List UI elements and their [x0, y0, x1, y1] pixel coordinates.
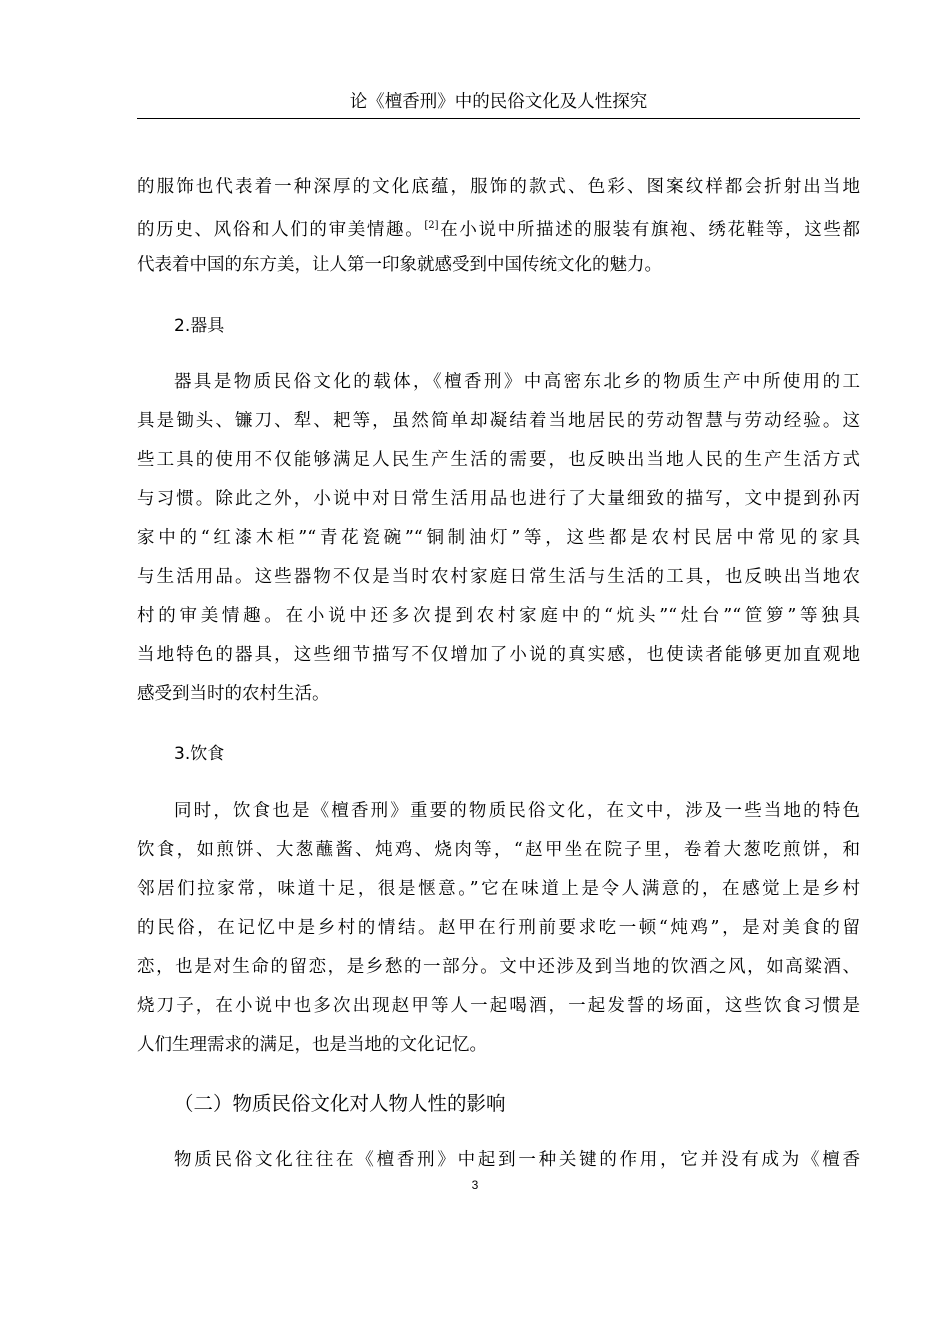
section-heading-influence: （二）物质民俗文化对人物人性的影响 [174, 1092, 506, 1115]
body-text: 在小说中所描述的服装有旗袍、绣花鞋等，这些都 [438, 220, 861, 240]
body-line: 感受到当时的农村生活。 [137, 684, 330, 704]
body-line: 人们生理需求的满足，也是当地的文化记忆。 [137, 1035, 487, 1055]
body-line: 代表着中国的东方美，让人第一印象就感受到中国传统文化的魅力。 [137, 255, 662, 275]
body-line: 物质民俗文化往往在《檀香刑》中起到一种关键的作用，它并没有成为《檀香 [174, 1150, 860, 1170]
body-text: 的历史、风俗和人们的审美情趣。 [137, 220, 425, 240]
subsection-heading-food: 3.饮食 [174, 744, 225, 764]
body-line: 邻居们拉家常，味道十足，很是惬意。”它在味道上是令人满意的，在感觉上是乡村 [137, 879, 860, 899]
body-line: 同时，饮食也是《檀香刑》重要的物质民俗文化，在文中，涉及一些当地的特色 [174, 801, 860, 821]
body-line [137, 207, 860, 245]
body-line: 器具是物质民俗文化的载体，《檀香刑》中高密东北乡的物质生产中所使用的工 [174, 372, 860, 392]
body-line: 恋，也是对生命的留恋，是乡愁的一部分。文中还涉及到当地的饮酒之风，如高粱酒、 [137, 957, 860, 977]
body-line: 烧刀子，在小说中也多次出现赵甲等人一起喝酒，一起发誓的场面，这些饮食习惯是 [137, 996, 860, 1016]
body-line: 些工具的使用不仅能够满足人民生产生活的需要，也反映出当地人民的生产生活方式 [137, 450, 860, 470]
citation-marker: [2] [424, 220, 439, 231]
subsection-heading-utensils: 2.器具 [174, 316, 225, 336]
running-header: 论《檀香刑》中的民俗文化及人性探究 [137, 88, 860, 119]
body-line: 饮食，如煎饼、大葱蘸酱、炖鸡、烧肉等，“赵甲坐在院子里，卷着大葱吃煎饼，和 [137, 840, 860, 860]
body-line: 家中的“红漆木柜”“青花瓷碗”“铜制油灯”等，这些都是农村民居中常见的家具 [137, 528, 860, 548]
body-line: 的服饰也代表着一种深厚的文化底蕴，服饰的款式、色彩、图案纹样都会折射出当地 [137, 177, 860, 197]
body-line: 具是锄头、镰刀、犁、耙等，虽然简单却凝结着当地居民的劳动智慧与劳动经验。这 [137, 411, 860, 431]
body-line: 村的审美情趣。在小说中还多次提到农村家庭中的“炕头”“灶台”“笸箩”等独具 [137, 606, 860, 626]
body-line: 与生活用品。这些器物不仅是当时农村家庭日常生活与生活的工具，也反映出当地农 [137, 567, 860, 587]
body-line: 当地特色的器具，这些细节描写不仅增加了小说的真实感，也使读者能够更加直观地 [137, 645, 860, 665]
body-line: 的民俗，在记忆中是乡村的情结。赵甲在行刑前要求吃一顿“炖鸡”，是对美食的留 [137, 918, 860, 938]
body-line: 与习惯。除此之外，小说中对日常生活用品也进行了大量细致的描写，文中提到孙丙 [137, 489, 860, 509]
page-number: 3 [471, 1178, 479, 1192]
